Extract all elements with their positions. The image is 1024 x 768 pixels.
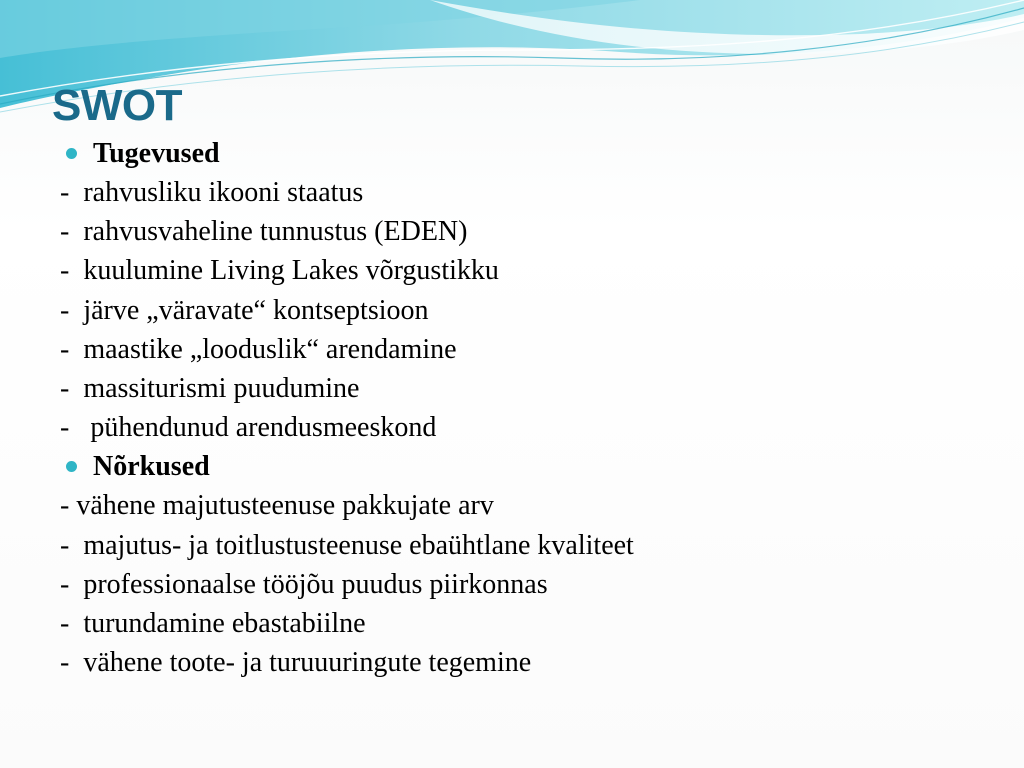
list-item: - rahvusliku ikooni staatus [60, 177, 364, 208]
section-heading-label: Tugevused [93, 137, 220, 169]
bullet-icon [66, 461, 77, 472]
section-heading-label: Nõrkused [93, 450, 210, 482]
list-item: - kuulumine Living Lakes võrgustikku [60, 255, 499, 287]
list-item: - professionaalse tööjõu puudus piirkonnas [60, 568, 548, 600]
list-item: - massiturismi puudumine [60, 372, 360, 404]
bullet-icon [66, 148, 77, 159]
list-item: - majutus- ja toitlustusteenuse ebaühtlane kvaliteet [60, 529, 634, 561]
section-heading-strengths [60, 134, 1000, 173]
section-heading-weaknesses [60, 447, 1000, 486]
list-item: - pühendunud arendusmeeskond [60, 412, 437, 444]
list-item: - turundamine ebastabiilne [60, 607, 366, 639]
list-item: - rahvusvaheline tunnustus (EDEN) [60, 216, 468, 248]
list-item: - järve „väravate“ kontseptsioon [60, 294, 429, 326]
list-item: - maastike „looduslik“ arendamine [60, 333, 457, 365]
slide-body [60, 134, 1000, 682]
list-item: - vähene majutusteenuse pakkujate arv [60, 490, 494, 522]
slide-title: SWOT [52, 81, 182, 130]
list-item: - vähene toote- ja turuuuringute tegemine [60, 647, 532, 679]
